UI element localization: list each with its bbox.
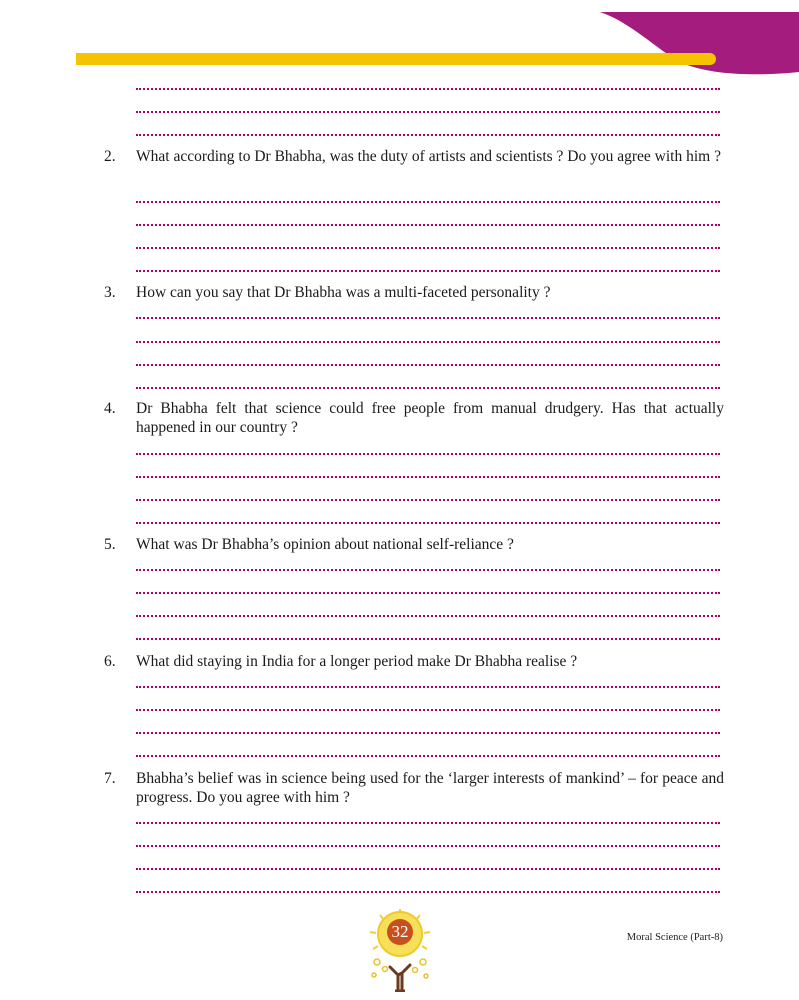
question-text: Dr Bhabha felt that science could free people from manual drudgery. Has that actually happened in our country ? [136, 400, 724, 436]
answer-line[interactable] [136, 845, 720, 847]
answer-line[interactable] [136, 638, 720, 640]
answer-line[interactable] [136, 686, 720, 688]
answer-line[interactable] [136, 134, 720, 136]
page-number: 32 [391, 922, 409, 941]
question-text: What did staying in India for a longer period make Dr Bhabha realise ? [136, 653, 578, 670]
book-title: Moral Science (Part-8) [626, 932, 723, 943]
answer-line[interactable] [136, 569, 720, 571]
question-number: 5. [104, 536, 116, 553]
answer-line[interactable] [136, 891, 720, 893]
answer-line[interactable] [136, 822, 720, 824]
header-yellow-band [76, 53, 716, 65]
question-text: What according to Dr Bhabha, was the duty of artists and scientists ? Do you agree with him ? [136, 148, 721, 165]
answer-line[interactable] [136, 341, 720, 343]
question-number: 7. [104, 770, 116, 787]
answer-line[interactable] [136, 868, 720, 870]
answer-line[interactable] [136, 453, 720, 455]
answer-line[interactable] [136, 224, 720, 226]
answer-line[interactable] [136, 755, 720, 757]
answer-line[interactable] [136, 709, 720, 711]
question-number: 6. [104, 653, 116, 670]
question-number: 2. [104, 148, 116, 165]
answer-line[interactable] [136, 499, 720, 501]
answer-line[interactable] [136, 592, 720, 594]
answer-line[interactable] [136, 732, 720, 734]
answer-line[interactable] [136, 88, 720, 90]
answer-line[interactable] [136, 615, 720, 617]
question-text: How can you say that Dr Bhabha was a multi-faceted personality ? [136, 284, 551, 301]
answer-line[interactable] [136, 111, 720, 113]
answer-line[interactable] [136, 270, 720, 272]
answer-line[interactable] [136, 476, 720, 478]
answer-line[interactable] [136, 387, 720, 389]
header-purple-corner [560, 0, 799, 80]
question-text: What was Dr Bhabha’s opinion about national self-reliance ? [136, 536, 514, 553]
answer-line[interactable] [136, 201, 720, 203]
answer-line[interactable] [136, 247, 720, 249]
answer-line[interactable] [136, 364, 720, 366]
question-text: Bhabha’s belief was in science being used for the ‘larger interests of mankind’ – for peace and progress. Do you agree with him ? [136, 770, 724, 806]
answer-line[interactable] [136, 317, 720, 319]
answer-line[interactable] [136, 522, 720, 524]
question-number: 3. [104, 284, 116, 301]
question-number: 4. [104, 400, 116, 417]
